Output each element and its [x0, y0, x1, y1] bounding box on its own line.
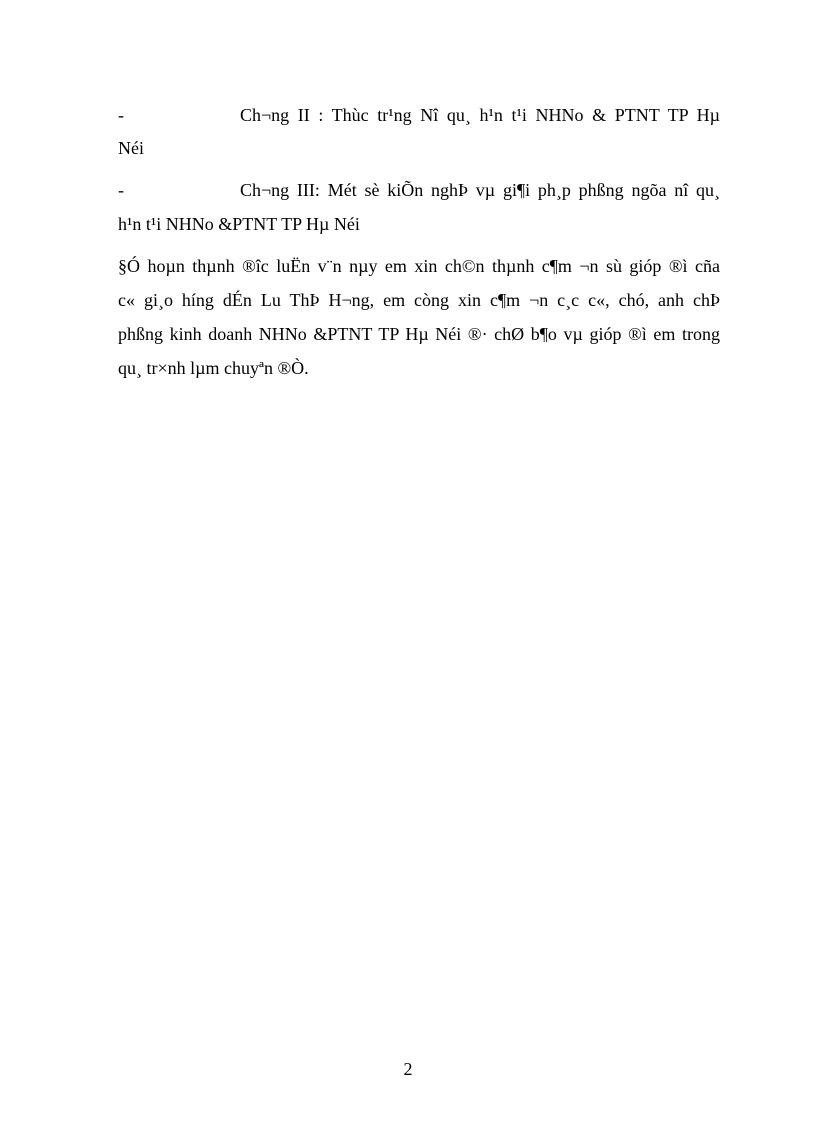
chapter-two-title: Ch¬ng II : Thùc tr¹ng Nî qu¸ h¹n t¹i NHNo & PTNT TP Hµ	[240, 105, 720, 125]
acknowledgement-paragraph	[118, 253, 720, 381]
paragraph-line: phßng kinh doanh NHNo &PTNT TP Hµ Néi ®· chØ b¶o vµ gióp ®ì em trong	[118, 324, 720, 344]
chapter-three-line	[118, 177, 720, 203]
chapter-three-continuation: h¹n t¹i NHNo &PTNT TP Hµ Néi	[118, 214, 360, 234]
chapter-two-line	[118, 102, 720, 128]
chapter-two-continuation: Néi	[118, 138, 144, 158]
chapter-three-title: Ch¬ng III: Mét sè kiÕn nghÞ vµ gi¶i ph¸p phßng ngõa nî qu¸	[240, 180, 720, 200]
paragraph-line: qu¸ tr×nh lµm chuyªn ®Ò.	[118, 358, 309, 378]
list-dash: -	[118, 180, 124, 200]
list-dash: -	[118, 105, 124, 125]
paragraph-line: §Ó hoµn thµnh ®îc luËn v¨n nµy em xin ch©n thµnh c¶m ¬n sù gióp ®ì cña	[118, 256, 720, 276]
page-number: 2	[403, 1059, 413, 1079]
paragraph-line: c« gi¸o híng dÉn Lu ThÞ H¬ng, em còng xin c¶m ¬n c¸c c«, chó, anh chÞ	[118, 290, 720, 310]
